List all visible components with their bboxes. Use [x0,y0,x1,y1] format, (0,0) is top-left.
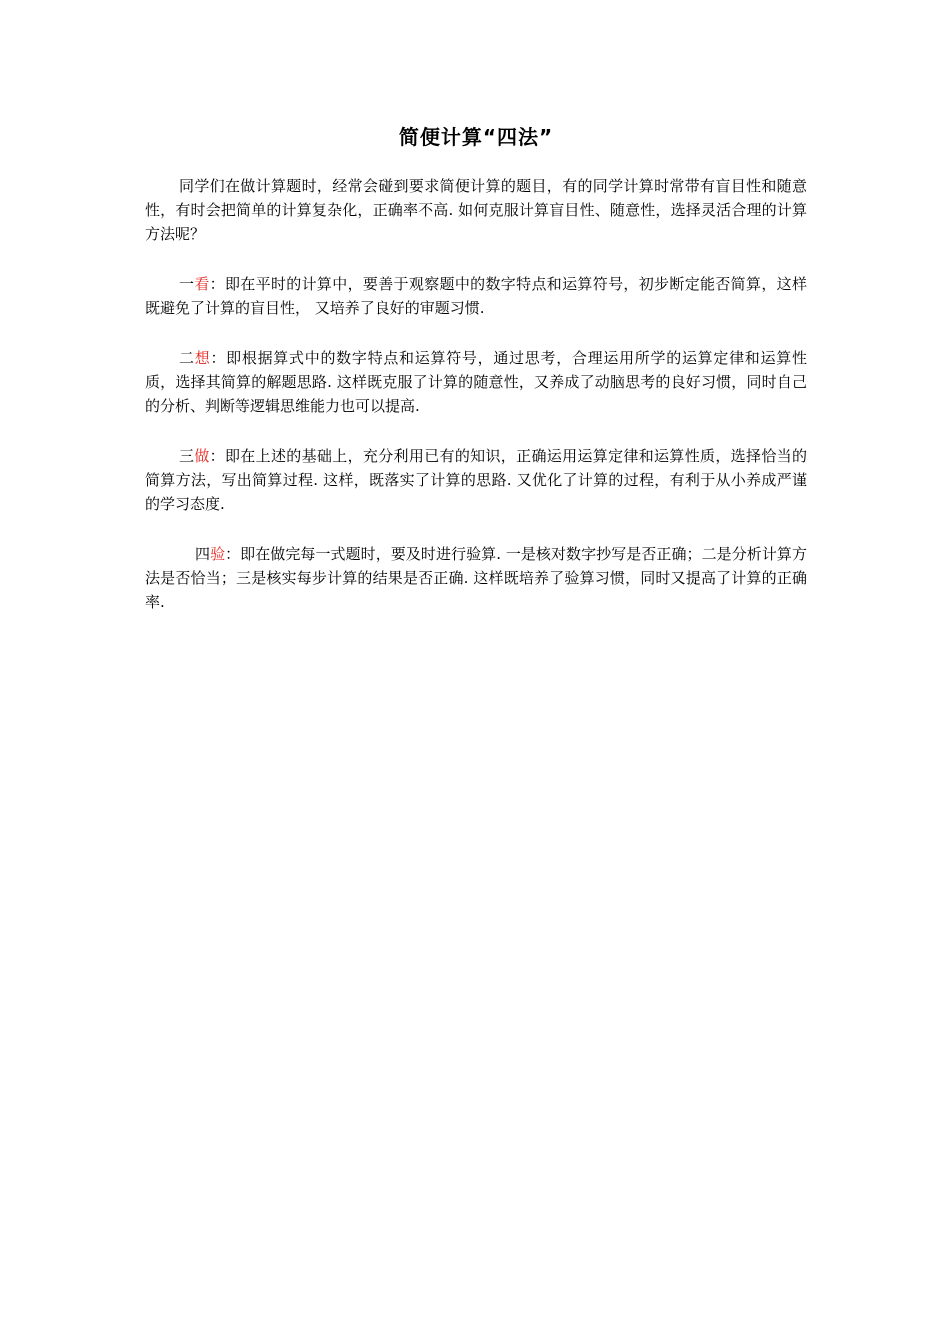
section-text: ：即在做完每一式题时，要及时进行验算. 一是核对数字抄写是否正确；二是分析计算方法是否恰当；三是核实每步计算的结果是否正确. 这样既培养了验算习惯，同时又提高了计算的正确率. [145,545,807,611]
section-text: ：即在平时的计算中，要善于观察题中的数字特点和运算符号，初步断定能否简算，这样既避免了计算的盲目性， 又培养了良好的审题习惯. [145,275,807,317]
section-text: ：即根据算式中的数字特点和运算符号，通过思考，合理运用所学的运算定律和运算性质，选择其简算的解题思路. 这样既克服了计算的随意性，又养成了动脑思考的良好习惯，同时自己的分析、判断等逻辑思维能力也可以提高. [145,349,807,415]
section-think [145,346,807,418]
section-number: 四 [195,545,211,563]
section-look [145,272,807,320]
section-do [145,444,807,516]
section-number: 三 [179,447,195,465]
intro-paragraph: 同学们在做计算题时，经常会碰到要求简便计算的题目，有的同学计算时常带有盲目性和随意性，有时会把简单的计算复杂化，正确率不高. 如何克服计算盲目性、随意性，选择灵活合理的计算方法呢？ [145,177,807,243]
section-keyword: 想 [194,349,211,367]
section-keyword: 做 [194,447,210,465]
section-keyword: 看 [194,275,210,293]
section-check [145,542,807,614]
document-page [145,122,807,640]
section-text: ：即在上述的基础上，充分利用已有的知识，正确运用运算定律和运算性质，选择恰当的简算方法，写出简算过程. 这样，既落实了计算的思路. 又优化了计算的过程，有利于从小养成严谨的学习态度. [145,447,807,513]
section-keyword: 验 [210,545,226,563]
section-number: 一 [179,275,195,293]
document-title: 简便计算“四法” [398,125,554,149]
section-number: 二 [179,349,195,367]
